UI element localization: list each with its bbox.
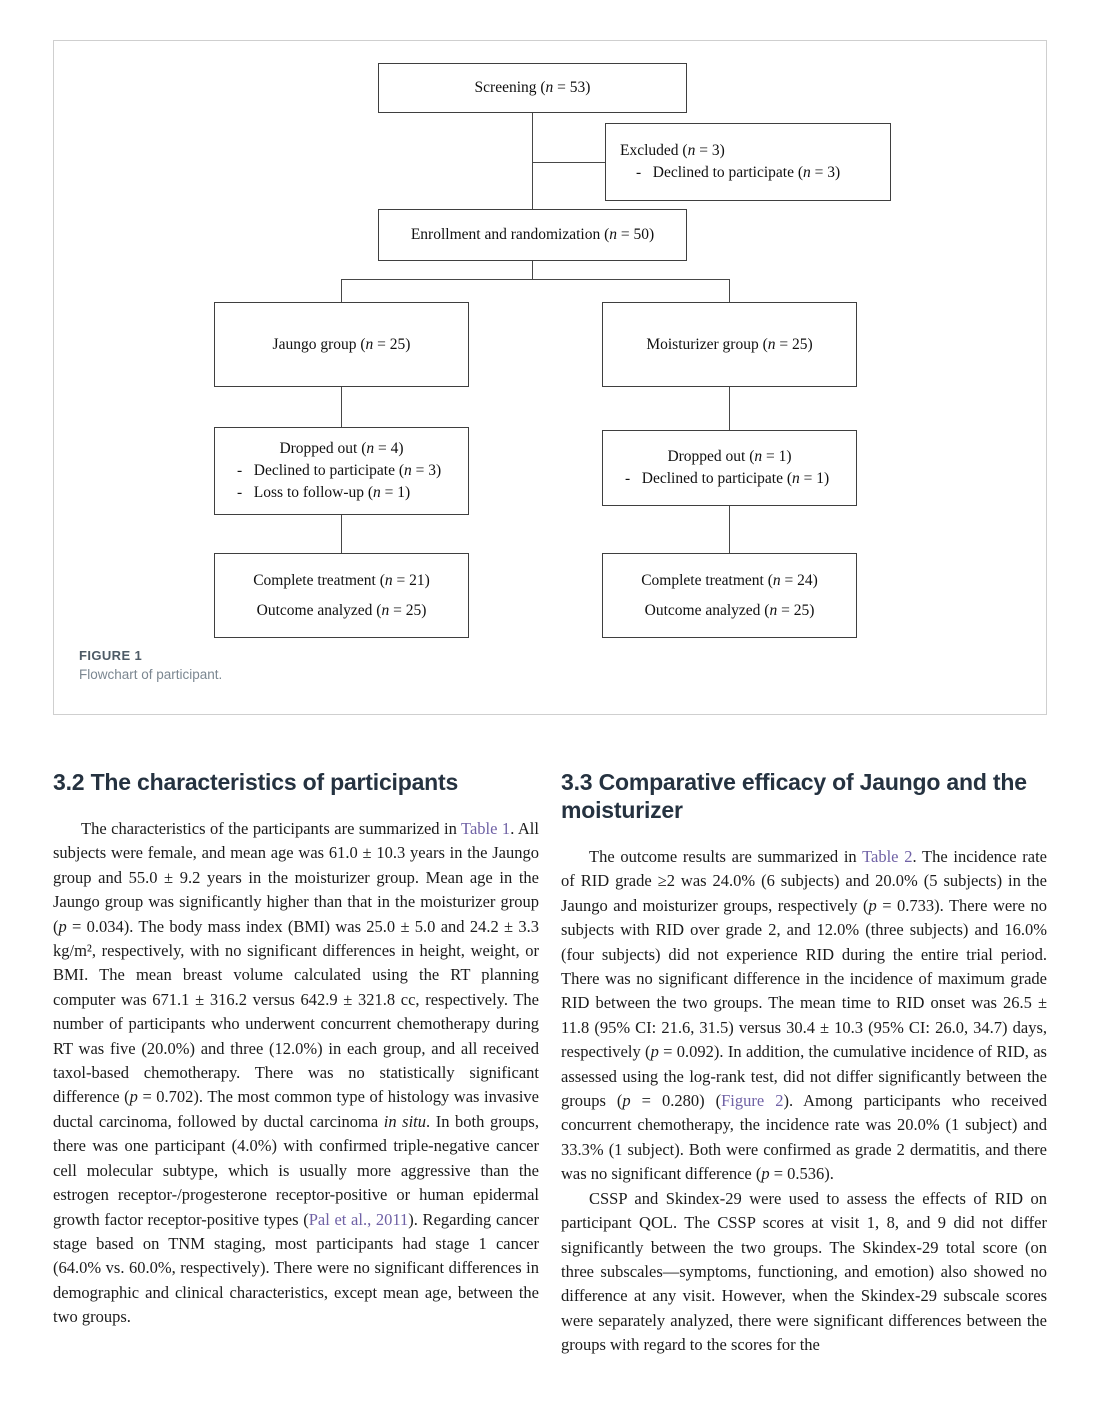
flow-box-text: - Declined to participate (n = 3) <box>237 462 442 479</box>
figure-1-panel <box>53 40 1047 715</box>
column-right <box>561 768 1047 1358</box>
paragraph: The outcome results are summarized in Table 2. The incidence rate of RID grade ≥2 was 24.0% (6 subjects) and 20.0% (5 subjects) in the Jaungo and moisturizer groups, respectively (p = 0.733). There were no subjects with RID over grade 2, and 12.0% (three subjects) and 16.0% (four subjects) did not experience RID during the entire trial period. There was no significant difference in the incidence of maximum grade RID between the two groups. The mean time to RID onset was 26.5 ± 11.8 (95% CI: 21.6, 31.5) versus 30.4 ± 10.3 (95% CI: 26.0, 34.7) days, respectively (p = 0.092). In addition, the cumulative incidence of RID, as assessed using the log-rank test, did not differ significantly between the groups (p = 0.280) (Figure 2). Among participants who received concurrent chemotherapy, the incidence rate was 20.0% (1 subject) and 33.3% (1 subject). Both were confirmed as grade 2 dermatitis, and there was no significant difference (p = 0.536). <box>561 847 1047 1184</box>
figure-caption-text: Flowchart of participant. <box>79 667 223 682</box>
flow-box-complete-moisturizer <box>602 553 857 638</box>
figure-caption <box>79 647 222 684</box>
flow-box-text: Enrollment and randomization (n = 50) <box>410 226 655 243</box>
flow-box-moisturizer-group <box>602 302 857 387</box>
flow-box-jaungo-group <box>214 302 469 387</box>
article-body <box>0 768 1100 1358</box>
flow-box-text: Dropped out (n = 1) <box>667 448 792 465</box>
connector-line <box>341 279 342 302</box>
inline-link[interactable]: Table 1 <box>461 819 511 838</box>
connector-line <box>532 261 533 279</box>
flow-box-dropped-jaungo <box>214 427 469 515</box>
flow-box-screening <box>378 63 687 113</box>
flow-box-text: Complete treatment (n = 24) <box>641 571 818 589</box>
figure-caption-label: FIGURE 1 <box>79 648 143 663</box>
inline-link[interactable]: Table 2 <box>862 847 913 866</box>
connector-line <box>341 515 342 553</box>
connector-line <box>341 387 342 427</box>
section-heading-3-2: 3.2 The characteristics of participants <box>53 769 459 795</box>
flow-box-text: Dropped out (n = 4) <box>279 440 404 457</box>
flow-box-text: Outcome analyzed (n = 25) <box>256 601 427 619</box>
inline-link[interactable]: Figure 2 <box>721 1091 784 1111</box>
section-heading-3-3: 3.3 Comparative efficacy of Jaungo and the moisturizer <box>561 769 1027 823</box>
flow-box-enrollment <box>378 209 687 261</box>
paragraph: The characteristics of the participants are summarized in Table 1. All subjects were female, and mean age was 61.0 ± 10.3 years in the Jaungo group and 55.0 ± 9.2 years in the moisturizer group. Mean age in the Jaungo group was significantly higher than that in the moisturizer group (p = 0.034). The body mass index (BMI) was 25.0 ± 5.0 and 24.2 ± 3.3 kg/m², respectively, with no significant differences in height, weight, or BMI. The mean breast volume calculated using the RT planning computer was 671.1 ± 316.2 versus 642.9 ± 321.8 cc, respectively. The number of participants who underwent concurrent chemotherapy during RT was five (20.0%) and three (12.0%) in each group, and all received taxol-based chemotherapy. There was no statistically significant difference (p = 0.702). The most common type of histology was invasive ductal carcinoma, followed by ductal carcinoma in situ. In both groups, there was one participant (4.0%) with confirmed triple-negative cancer cell molecular subtype, which is usually more aggressive than the estrogen receptor-/progesterone receptor-positive or human epidermal growth factor receptor-positive types (Pal et al., 2011). Regarding cancer stage based on TNM staging, most participants had stage 1 cancer (64.0% vs. 60.0%, respectively). There were no significant differences in demographic and clinical characteristics, except mean age, between the two groups. <box>53 819 540 1327</box>
connector-line <box>729 506 730 553</box>
connector-line <box>729 279 730 302</box>
column-left <box>53 768 539 1358</box>
paragraph: CSSP and Skindex-29 were used to assess the effects of RID on participant QOL. The CSSP scores at visit 1, 8, and 9 did not differ significantly between the two groups. The Skindex-29 total score (on three subscales—symptoms, functioning, and emotion) also showed no difference at any visit. However, when the Skindex-29 subscale scores were separately analyzed, there were significant differences between the groups with regard to the scores for the <box>561 1188 1047 1355</box>
connector-line <box>532 113 533 209</box>
flow-box-text: Excluded (n = 3) <box>620 142 725 159</box>
flow-box-excluded <box>605 123 891 201</box>
connector-line <box>532 162 605 163</box>
flow-box-complete-jaungo <box>214 553 469 638</box>
flow-box-text: - Declined to participate (n = 3) <box>636 164 841 181</box>
connector-line <box>729 387 730 430</box>
flow-box-text: Outcome analyzed (n = 25) <box>644 601 815 619</box>
flow-box-text: - Declined to participate (n = 1) <box>625 470 830 487</box>
connector-line <box>341 279 730 280</box>
flow-box-text: - Loss to follow-up (n = 1) <box>237 484 411 501</box>
flow-box-text: Moisturizer group (n = 25) <box>646 335 813 353</box>
flow-box-text: Complete treatment (n = 21) <box>253 571 430 589</box>
flow-box-text: Screening (n = 53) <box>474 79 591 96</box>
flow-box-text: Jaungo group (n = 25) <box>272 335 411 353</box>
flow-box-dropped-moisturizer <box>602 430 857 506</box>
inline-link[interactable]: Pal et al., 2011 <box>308 1209 409 1229</box>
